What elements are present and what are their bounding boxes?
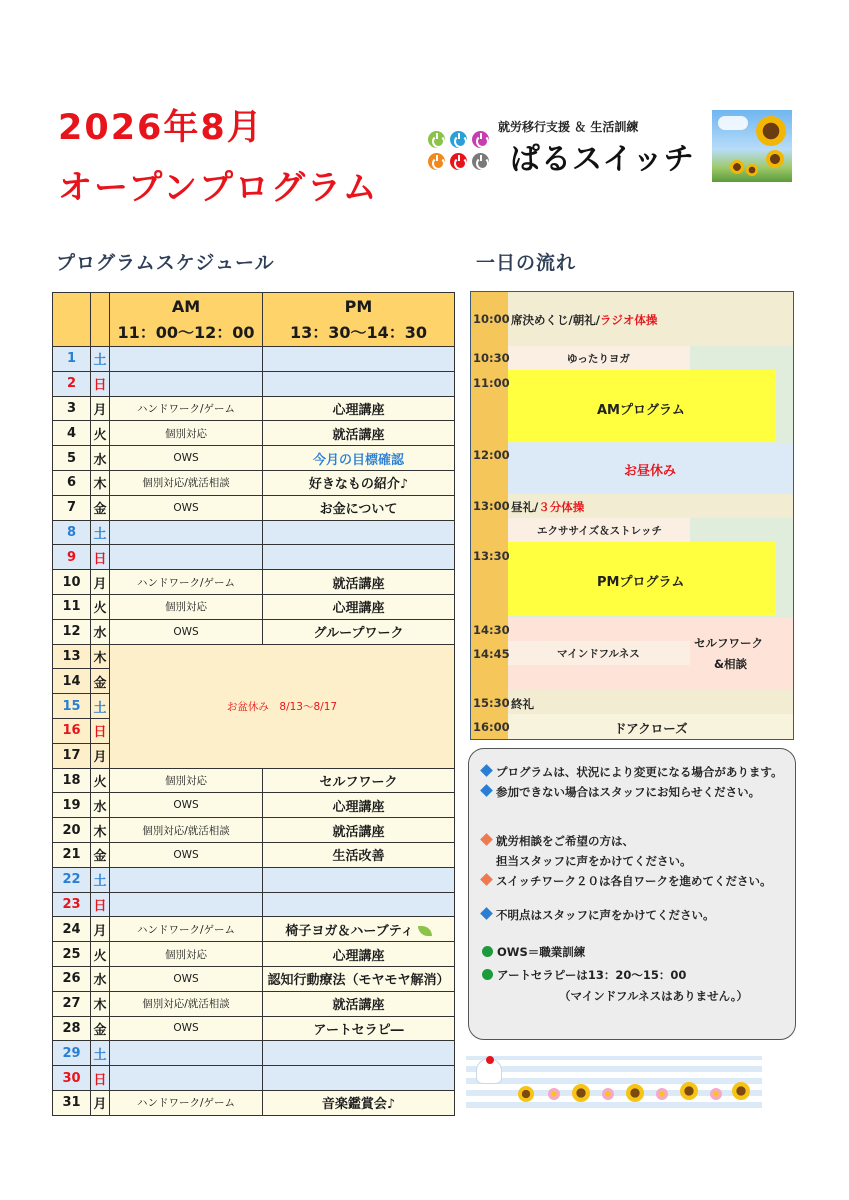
row-pm-program	[263, 347, 455, 372]
row-weekday: 火	[91, 942, 110, 967]
schedule-row	[53, 619, 455, 644]
flow-closing: 終礼	[511, 697, 534, 711]
flow-morning: 席決めくじ/朝礼/ラジオ体操	[511, 313, 658, 327]
power-icon	[472, 131, 489, 148]
row-day: 19	[53, 793, 91, 818]
row-am-program: 個別対応/就活相談	[110, 818, 263, 843]
sunflower-icon	[732, 1082, 750, 1100]
row-am-program	[110, 1066, 263, 1091]
row-weekday: 日	[91, 892, 110, 917]
sunflower-image	[712, 110, 792, 182]
row-weekday: 金	[91, 669, 110, 694]
schedule-row	[53, 768, 455, 793]
row-pm-program: 今月の目標確認	[263, 446, 455, 471]
flow-selfwork-consult: &相談	[714, 657, 748, 671]
row-day: 27	[53, 991, 91, 1016]
row-weekday: 火	[91, 421, 110, 446]
time-label: 13:30	[473, 549, 510, 563]
row-am-program: OWS	[110, 842, 263, 867]
sunflower-icon	[572, 1084, 590, 1102]
page-title: オープンプログラム	[58, 168, 379, 208]
flow-noon: 昼礼/３分体操	[511, 500, 585, 514]
diamond-icon	[480, 784, 493, 797]
flow-pm-program: PMプログラム	[597, 575, 685, 590]
schedule-row	[53, 470, 455, 495]
page-title-date: 2026年8月	[58, 108, 264, 148]
row-am-program: ハンドワーク/ゲーム	[110, 1090, 263, 1115]
row-am-program	[110, 520, 263, 545]
flow-block-gap	[690, 346, 793, 370]
row-am-program: ハンドワーク/ゲーム	[110, 396, 263, 421]
row-pm-program: お金について	[263, 495, 455, 520]
diamond-icon	[480, 907, 493, 920]
row-day: 20	[53, 818, 91, 843]
row-pm-program: 就活講座	[263, 818, 455, 843]
row-weekday: 金	[91, 495, 110, 520]
diamond-icon	[480, 873, 493, 886]
schedule-row	[53, 1090, 455, 1115]
time-label: 14:45	[473, 647, 510, 661]
row-pm-program: 心理講座	[263, 942, 455, 967]
row-am-program: ハンドワーク/ゲーム	[110, 917, 263, 942]
row-day: 1	[53, 347, 91, 372]
row-day: 24	[53, 917, 91, 942]
row-weekday: 金	[91, 842, 110, 867]
diamond-icon	[480, 833, 493, 846]
schedule-row	[53, 570, 455, 595]
row-day: 11	[53, 594, 91, 619]
row-pm-program: 認知行動療法（モヤモヤ解消）	[263, 966, 455, 991]
row-weekday: 土	[91, 520, 110, 545]
schedule-row	[53, 396, 455, 421]
row-day: 26	[53, 966, 91, 991]
note-item: プログラムは、状況により変更になる場合があります。	[482, 764, 782, 780]
row-weekday: 木	[91, 644, 110, 669]
flow-door-close: ドアクローズ	[614, 721, 688, 736]
row-am-program: 個別対応	[110, 768, 263, 793]
row-pm-program: 好きなもの紹介♪	[263, 470, 455, 495]
schedule-row	[53, 594, 455, 619]
schedule-row	[53, 1016, 455, 1041]
schedule-row	[53, 942, 455, 967]
power-icon	[450, 153, 467, 170]
note-item-cont: 担当スタッフに声をかけてください。	[496, 854, 692, 868]
leaf-icon	[418, 926, 432, 936]
header-pm: PM 13：30～14：30	[263, 293, 455, 347]
flower-icon	[548, 1088, 560, 1100]
header-day	[53, 293, 91, 347]
note-item: アートセラピーは13：20～15：00	[482, 967, 686, 983]
flow-exercise: エクササイズ＆ストレッチ	[537, 525, 663, 537]
row-day: 30	[53, 1066, 91, 1091]
note-item: スイッチワーク２０は各自ワークを進めてください。	[482, 873, 772, 889]
notes-box	[468, 748, 796, 1040]
row-day: 18	[53, 768, 91, 793]
row-weekday: 日	[91, 371, 110, 396]
row-am-program: 個別対応	[110, 421, 263, 446]
row-am-program: OWS	[110, 966, 263, 991]
row-weekday: 日	[91, 1066, 110, 1091]
row-am-program: OWS	[110, 446, 263, 471]
row-pm-program: アートセラピ―	[263, 1016, 455, 1041]
schedule-row	[53, 991, 455, 1016]
flower-decoration	[466, 1056, 762, 1108]
sunflower-icon	[626, 1084, 644, 1102]
row-weekday: 月	[91, 917, 110, 942]
schedule-row	[53, 818, 455, 843]
time-label: 10:00	[473, 312, 510, 326]
schedule-row	[53, 421, 455, 446]
row-am-program	[110, 545, 263, 570]
time-label: 15:30	[473, 696, 510, 710]
row-weekday: 水	[91, 966, 110, 991]
flow-am-program: AMプログラム	[597, 403, 685, 418]
row-weekday: 日	[91, 718, 110, 743]
schedule-table	[52, 292, 455, 1116]
row-am-program: 個別対応	[110, 594, 263, 619]
note-item: 就労相談をご希望の方は、	[482, 833, 634, 849]
power-icon	[428, 153, 445, 170]
time-label: 14:30	[473, 623, 510, 637]
green-dot-icon	[482, 946, 493, 957]
row-am-program: OWS	[110, 619, 263, 644]
row-day: 25	[53, 942, 91, 967]
row-day: 21	[53, 842, 91, 867]
row-weekday: 月	[91, 743, 110, 768]
row-day: 29	[53, 1041, 91, 1066]
schedule-row	[53, 371, 455, 396]
row-weekday: 月	[91, 570, 110, 595]
note-item-cont: （マインドフルネスはありません。）	[559, 989, 749, 1003]
row-weekday: 土	[91, 694, 110, 719]
row-am-program: 個別対応/就活相談	[110, 991, 263, 1016]
row-pm-program: 音楽鑑賞会♪	[263, 1090, 455, 1115]
note-item: OWS＝職業訓練	[482, 944, 585, 960]
row-day: 2	[53, 371, 91, 396]
flower-icon	[602, 1088, 614, 1100]
row-am-program	[110, 867, 263, 892]
row-pm-program: 就活講座	[263, 421, 455, 446]
row-weekday: 土	[91, 1041, 110, 1066]
time-label: 16:00	[473, 720, 510, 734]
schedule-heading: プログラムスケジュール	[56, 252, 275, 274]
row-day: 15	[53, 694, 91, 719]
row-pm-program: 生活改善	[263, 842, 455, 867]
flower-icon	[710, 1088, 722, 1100]
schedule-row	[53, 842, 455, 867]
flow-selfwork: セルフワーク	[694, 636, 763, 650]
schedule-row	[53, 347, 455, 372]
row-day: 10	[53, 570, 91, 595]
row-weekday: 土	[91, 347, 110, 372]
row-pm-program: グループワーク	[263, 619, 455, 644]
schedule-row	[53, 917, 455, 942]
day-flow	[470, 291, 794, 740]
row-day: 12	[53, 619, 91, 644]
row-pm-program	[263, 545, 455, 570]
header-dow	[91, 293, 110, 347]
row-pm-program	[263, 867, 455, 892]
row-am-program: 個別対応/就活相談	[110, 470, 263, 495]
row-am-program	[110, 1041, 263, 1066]
schedule-row	[53, 892, 455, 917]
schedule-row	[53, 495, 455, 520]
row-day: 4	[53, 421, 91, 446]
holiday-cell: お盆休み 8/13～8/17	[110, 644, 455, 768]
row-day: 5	[53, 446, 91, 471]
row-weekday: 月	[91, 396, 110, 421]
row-weekday: 日	[91, 545, 110, 570]
green-dot-icon	[482, 969, 493, 980]
row-am-program: OWS	[110, 793, 263, 818]
flow-yoga: ゆったりヨガ	[567, 353, 630, 365]
row-pm-program	[263, 520, 455, 545]
schedule-row	[53, 446, 455, 471]
row-day: 17	[53, 743, 91, 768]
time-label: 10:30	[473, 351, 510, 365]
schedule-row	[53, 520, 455, 545]
row-weekday: 水	[91, 446, 110, 471]
row-weekday: 木	[91, 470, 110, 495]
row-am-program: OWS	[110, 495, 263, 520]
row-day: 22	[53, 867, 91, 892]
logo-name: ぱるスイッチ	[510, 142, 695, 177]
row-weekday: 火	[91, 594, 110, 619]
row-day: 23	[53, 892, 91, 917]
row-am-program	[110, 892, 263, 917]
schedule-row	[53, 1041, 455, 1066]
power-icon	[428, 131, 445, 148]
flow-block-gap	[690, 518, 793, 542]
row-am-program: 個別対応	[110, 942, 263, 967]
schedule-row	[53, 644, 455, 669]
row-weekday: 水	[91, 619, 110, 644]
schedule-row	[53, 867, 455, 892]
schedule-row	[53, 966, 455, 991]
logo	[428, 118, 708, 178]
row-pm-program	[263, 1066, 455, 1091]
schedule-header-row	[53, 293, 455, 347]
logo-subtitle: 就労移行支援 ＆ 生活訓練	[498, 120, 639, 134]
row-pm-program	[263, 371, 455, 396]
row-weekday: 木	[91, 991, 110, 1016]
flow-heading: 一日の流れ	[476, 252, 577, 274]
flow-mindfulness: マインドフルネス	[557, 648, 640, 660]
time-label: 12:00	[473, 448, 510, 462]
row-am-program	[110, 371, 263, 396]
row-weekday: 火	[91, 768, 110, 793]
row-pm-program	[263, 892, 455, 917]
row-day: 28	[53, 1016, 91, 1041]
cherry-icon	[486, 1056, 494, 1064]
power-icon	[472, 153, 489, 170]
row-pm-program: 心理講座	[263, 594, 455, 619]
row-weekday: 金	[91, 1016, 110, 1041]
row-pm-program: 椅子ヨガ＆ハーブティ	[263, 917, 455, 942]
sunflower-icon	[518, 1086, 534, 1102]
row-pm-program: 就活講座	[263, 570, 455, 595]
row-day: 14	[53, 669, 91, 694]
note-item: 参加できない場合はスタッフにお知らせください。	[482, 784, 760, 800]
flow-lunch: お昼休み	[624, 464, 677, 479]
flower-icon	[656, 1088, 668, 1100]
power-icon	[450, 131, 467, 148]
row-weekday: 水	[91, 793, 110, 818]
time-label: 13:00	[473, 499, 510, 513]
row-day: 7	[53, 495, 91, 520]
row-am-program: ハンドワーク/ゲーム	[110, 570, 263, 595]
power-icons	[428, 128, 490, 170]
flow-block-closing	[508, 690, 793, 714]
row-day: 9	[53, 545, 91, 570]
row-pm-program: セルフワーク	[263, 768, 455, 793]
time-label: 11:00	[473, 376, 510, 390]
sunflower-icon	[680, 1082, 698, 1100]
schedule-row	[53, 793, 455, 818]
schedule-row	[53, 545, 455, 570]
row-day: 16	[53, 718, 91, 743]
row-pm-program: 心理講座	[263, 793, 455, 818]
row-am-program: OWS	[110, 1016, 263, 1041]
row-pm-program: 就活講座	[263, 991, 455, 1016]
row-weekday: 土	[91, 867, 110, 892]
row-pm-program: 心理講座	[263, 396, 455, 421]
row-day: 8	[53, 520, 91, 545]
row-day: 3	[53, 396, 91, 421]
schedule-row	[53, 1066, 455, 1091]
row-day: 6	[53, 470, 91, 495]
row-day: 13	[53, 644, 91, 669]
row-weekday: 木	[91, 818, 110, 843]
row-weekday: 月	[91, 1090, 110, 1115]
header-am: AM 11：00～12：00	[110, 293, 263, 347]
diamond-icon	[480, 764, 493, 777]
row-day: 31	[53, 1090, 91, 1115]
row-pm-program	[263, 1041, 455, 1066]
row-am-program	[110, 347, 263, 372]
note-item: 不明点はスタッフに声をかけてください。	[482, 907, 715, 923]
